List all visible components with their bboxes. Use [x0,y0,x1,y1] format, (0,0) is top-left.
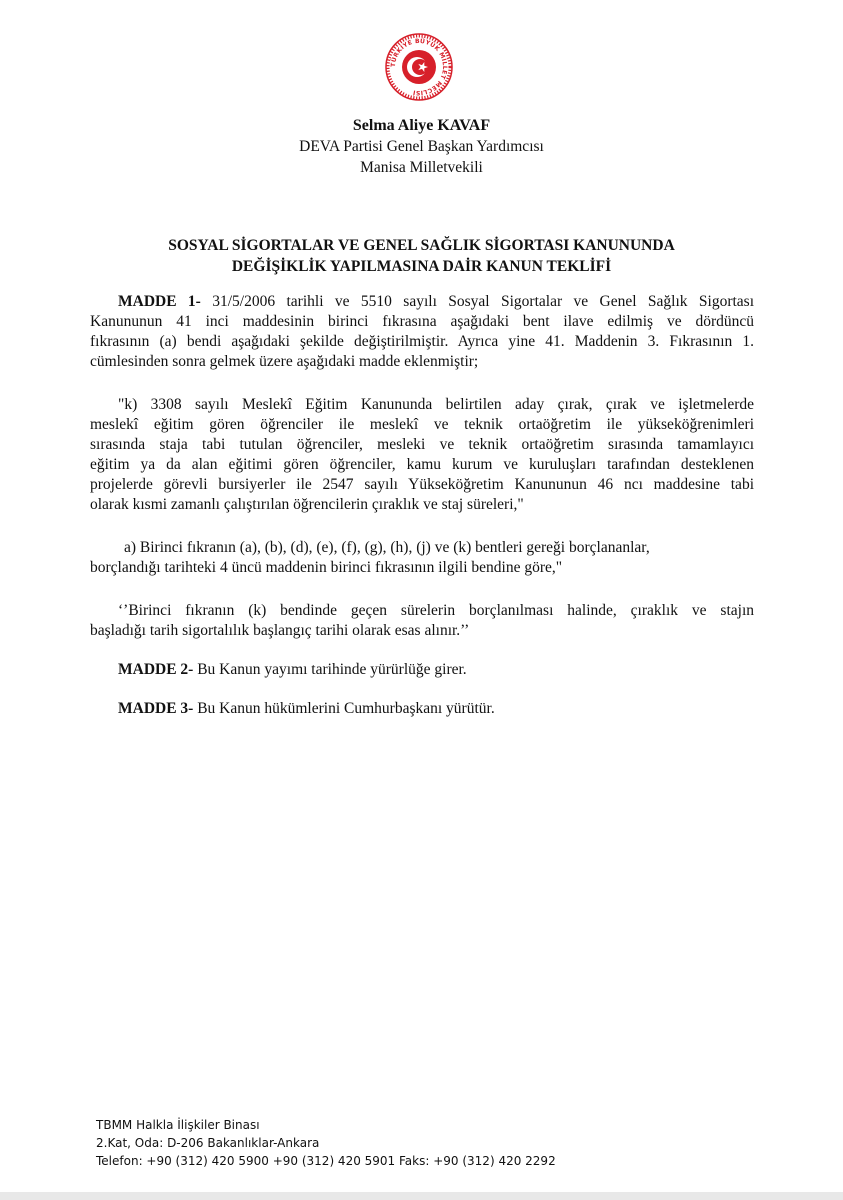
madde-1-line: cümlesinden sonra gelmek üzere aşağıdaki madde eklenmiştir; [90,353,479,370]
title-line-2: DEĞİŞİKLİK YAPILMASINA DAİR KANUN TEKLİFİ [231,258,612,275]
seal-text: TÜRKİYE BÜYÜK MİLLET MECLİSİ [389,37,449,97]
footer-room: 2.Kat, Oda: D-206 Bakanlıklar-Ankara [96,1136,320,1150]
title-line-1: SOSYAL SİGORTALAR VE GENEL SAĞLIK SİGORTASI KANUNUNDA [168,237,675,254]
madde-1-line: Kanununun 41 inci maddesinin birinci fıkrasına aşağıdaki bent ilave edilmiş ve dördüncü [90,313,754,330]
tbmm-seal-icon [384,32,454,102]
madde-3-paragraph [90,699,754,719]
quote-k-line: meslekî eğitim gören öğrenciler ile meslekî ve teknik ortaöğretim ile yükseköğrenimleri [90,416,754,433]
sender-role: DEVA Partisi Genel Başkan Yardımcısı [299,138,544,155]
quote-k-line: eğitim ya da alan eğitimi gören öğrenciler, kamu kurum ve kuruluşları tarafından desteklenen [90,456,754,473]
madde-1-paragraph [90,292,754,372]
sender-constituency: Manisa Milletvekili [360,159,483,176]
quote-birinci-line: ‘’Birinci fıkranın (k) bendinde geçen sürelerin borçlanılması halinde, çıraklık ve stajın [118,602,754,619]
address-footer [96,1116,556,1170]
page-bottom-edge [0,1192,843,1200]
quote-birinci-line: başladığı tarih sigortalılık başlangıç tarihi olarak esas alınır.’’ [90,622,470,639]
madde-1-line: 31/5/2006 tarihli ve 5510 sayılı Sosyal Sigortalar ve Genel Sağlık Sigortası [212,293,755,310]
madde-1-line: fıkrasının (a) bendi aşağıdaki şekilde değiştirilmiştir. Ayrıca yine 41. Maddenin 3. Fıkrasının 1. [90,333,754,350]
sender-name: Selma Aliye KAVAF [352,117,491,134]
quote-birinci-paragraph [90,601,754,641]
madde-2-label: MADDE 2- [118,661,194,678]
madde-2-paragraph [90,660,754,680]
quote-k-line: sırasında staja tabi tutulan öğrenciler, mesleki ve teknik ortaöğretim sırasında tamamlayıcı [90,436,754,453]
quote-k-line: projelerde görevli bursiyerler ile 2547 sayılı Yükseköğretim Kanununun 46 ncı maddesine tabi [90,476,754,493]
footer-contact: Telefon: +90 (312) 420 5900 +90 (312) 420 5901 Faks: +90 (312) 420 2292 [96,1154,556,1168]
quote-k-line: olarak kısmi zamanlı çalıştırılan öğrencilerin çıraklık ve staj süreleri," [90,496,524,513]
document-body [90,292,754,719]
madde-3-label: MADDE 3- [118,700,194,717]
quote-k-line: "k) 3308 sayılı Meslekî Eğitim Kanununda belirtilen aday çırak, çırak ve işletmelerde [118,396,754,413]
madde-1-label: MADDE 1- [118,293,201,310]
madde-2-text: Bu Kanun yayımı tarihinde yürürlüğe girer. [197,661,467,678]
quote-a-line: a) Birinci fıkranın (a), (b), (d), (e), (f), (g), (h), (j) ve (k) bentleri gereği borçlananlar, [124,539,650,556]
document-title [0,235,843,277]
footer-building: TBMM Halkla İlişkiler Binası [96,1118,260,1132]
quote-a-paragraph [90,538,754,578]
quote-a-line: borçlandığı tarihteki 4 üncü maddenin birinci fıkrasının ilgili bendine göre," [90,559,563,576]
madde-3-text: Bu Kanun hükümlerini Cumhurbaşkanı yürütür. [197,700,495,717]
quote-k-paragraph [90,395,754,515]
sender-header [0,115,843,178]
